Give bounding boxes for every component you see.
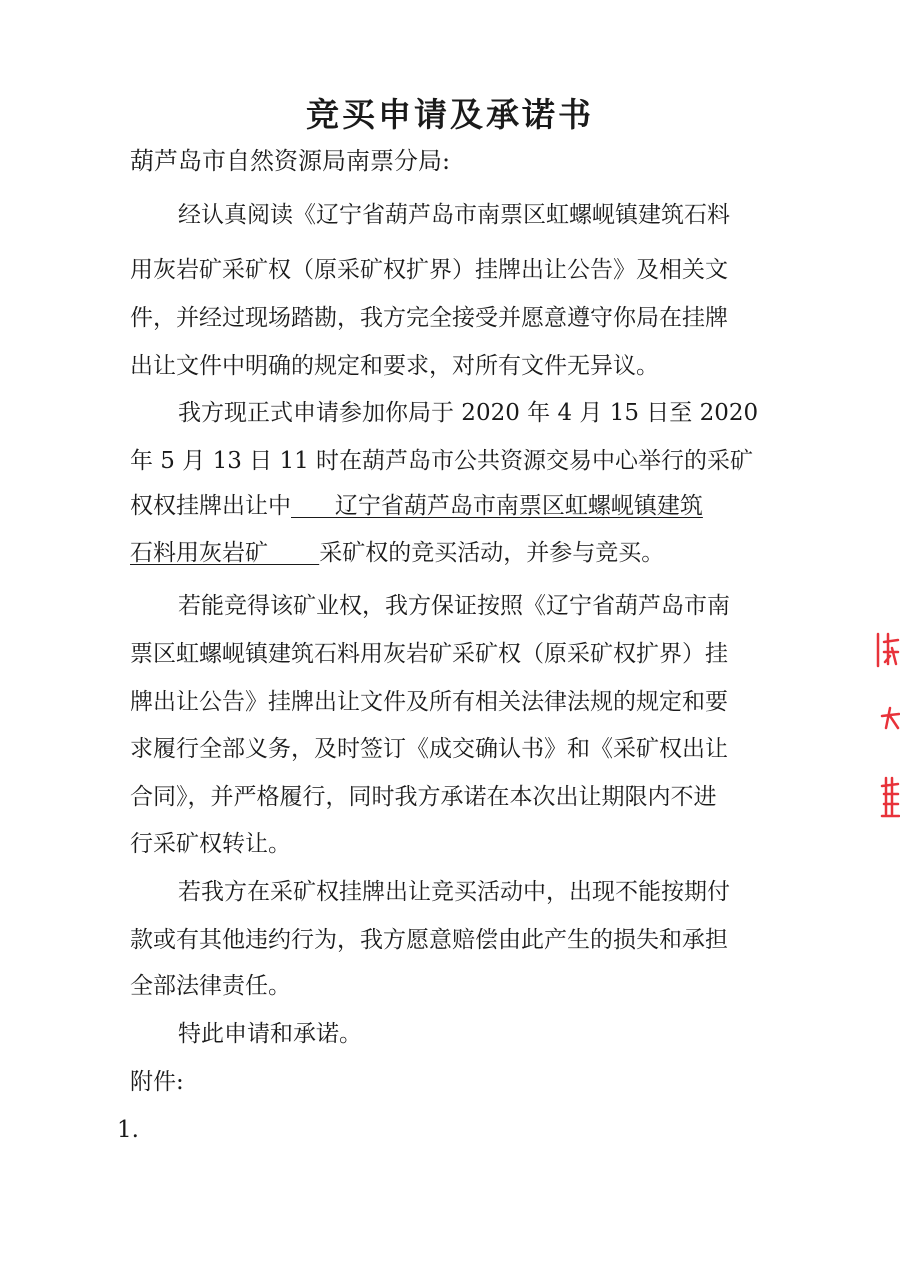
paragraph2-line	[130, 490, 703, 522]
paragraph2-line4-suffix: 采矿权的竞买活动，并参与竞买。	[319, 540, 665, 566]
paragraph2-line: 年 5 月 13 日 11 时在葫芦岛市公共资源交易中心举行的采矿	[130, 448, 754, 474]
paragraph3-line: 行采矿权转让。	[130, 831, 291, 857]
paragraph3-line: 票区虹螺岘镇建筑石料用灰岩矿采矿权（原采矿权扩界）挂	[130, 641, 728, 667]
paragraph4-line: 款或有其他违约行为，我方愿意赔偿由此产生的损失和承担	[130, 927, 728, 953]
paragraph2-line3-prefix: 权权挂牌出让中	[130, 493, 291, 519]
paragraph2-line	[130, 537, 664, 569]
paragraph3-line: 求履行全部义务，及时签订《成交确认书》和《采矿权出让	[130, 736, 728, 762]
paragraph1-line: 出让文件中明确的规定和要求，对所有文件无异议。	[130, 353, 659, 379]
paragraph3-line: 合同》，并严格履行，同时我方承诺在本次出让期限内不进	[130, 784, 717, 810]
red-seal-partial	[872, 628, 900, 838]
page-title: 竞买申请及承诺书	[306, 95, 594, 134]
paragraph2-line: 我方现正式申请参加你局于 2020 年 4 月 15 日至 2020	[178, 400, 759, 426]
attachment-item: 1.	[117, 1117, 139, 1143]
attachments-label: 附件:	[130, 1069, 184, 1095]
paragraph3-line: 若能竞得该矿业权，我方保证按照《辽宁省葫芦岛市南	[178, 593, 730, 619]
paragraph1-line: 经认真阅读《辽宁省葫芦岛市南票区虹螺岘镇建筑石料	[178, 202, 730, 228]
paragraph3-line: 牌出让公告》挂牌出让文件及所有相关法律法规的规定和要	[130, 689, 728, 715]
recipient: 葫芦岛市自然资源局南票分局:	[130, 147, 451, 175]
seal-stroke-icon	[878, 634, 899, 816]
closing-statement: 特此申请和承诺。	[178, 1021, 362, 1047]
paragraph1-line: 件，并经过现场踏勘，我方完全接受并愿意遵守你局在挂牌	[130, 305, 728, 331]
mining-right-name-fill-cont: 石料用灰岩矿	[130, 540, 320, 566]
paragraph4-line: 全部法律责任。	[130, 973, 291, 999]
mining-right-name-fill: 辽宁省葫芦岛市南票区虹螺岘镇建筑	[291, 493, 703, 519]
paragraph1-line: 用灰岩矿采矿权（原采矿权扩界）挂牌出让公告》及相关文	[130, 257, 728, 283]
paragraph4-line: 若我方在采矿权挂牌出让竞买活动中，出现不能按期付	[178, 879, 730, 905]
